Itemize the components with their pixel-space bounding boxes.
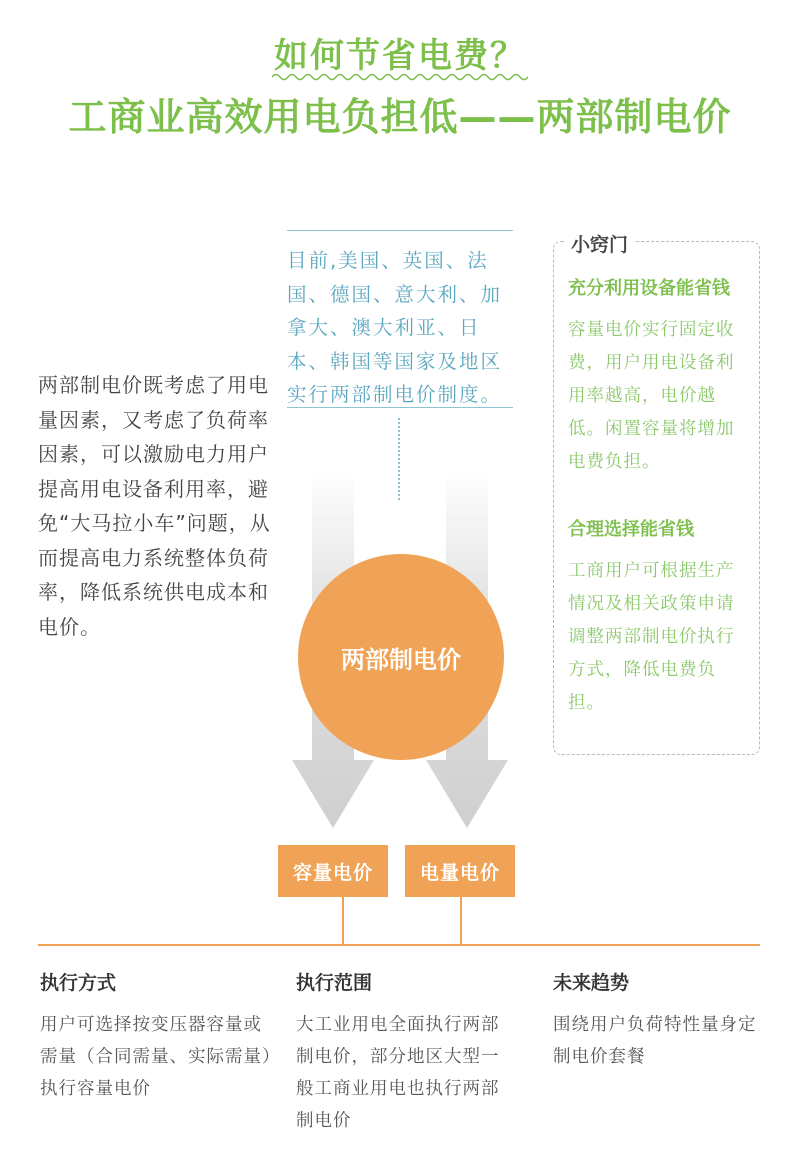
countries-text: 目前,美国、英国、法国、德国、意大利、加拿大、澳大利亚、日本、韩国等国家及地区实行两部制电价制度。 (287, 249, 503, 406)
page-subtitle: 工商业高效用电负担低——两部制电价 (68, 95, 732, 139)
column-future-trend (553, 968, 765, 1073)
column-execution-scope (296, 968, 514, 1137)
connector-left (342, 897, 344, 944)
tip-body: 工商用户可根据生产情况及相关政策申请调整两部制电价执行方式，降低电费负担。 (568, 561, 735, 713)
tip-heading: 充分利用设备能省钱 (568, 278, 730, 299)
tip-item (568, 515, 748, 720)
column-title: 执行方式 (40, 972, 117, 994)
capacity-price-box (278, 845, 388, 897)
column-body: 围绕用户负荷特性量身定制电价套餐 (553, 1015, 757, 1067)
tip-heading: 合理选择能省钱 (568, 519, 694, 540)
energy-price-box (405, 845, 515, 897)
tips-title: 小窍门 (565, 230, 634, 257)
column-body: 大工业用电全面执行两部制电价，部分地区大型一般工商业用电也执行两部制电价 (296, 1015, 500, 1131)
column-execution-method (40, 968, 272, 1105)
page-title: 如何节省电费？ (274, 36, 526, 76)
two-part-price-circle (298, 554, 504, 760)
tip-item (568, 274, 748, 479)
countries-top-rule (287, 230, 513, 231)
countries-bottom-rule (287, 407, 513, 408)
energy-price-label: 电量电价 (419, 861, 500, 884)
column-body: 用户可选择按变压器容量或需量（合同需量、实际需量）执行容量电价 (40, 1015, 272, 1099)
column-title: 执行范围 (296, 972, 373, 994)
tip-body: 容量电价实行固定收费，用户用电设备利用率越高，电价越低。闲置容量将增加电费负担。 (568, 320, 735, 472)
baseline-rule (38, 944, 760, 946)
connector-right (460, 897, 462, 944)
capacity-price-label: 容量电价 (292, 861, 373, 884)
intro-text: 两部制电价既考虑了用电量因素，又考虑了负荷率因素，可以激励电力用户提高用电设备利用率，避免“大马拉小车”问题，从而提高电力系统整体负荷率，降低系统供电成本和电价。 (38, 373, 271, 639)
wave-divider (272, 72, 528, 82)
column-title: 未来趋势 (553, 972, 630, 994)
circle-label: 两部制电价 (341, 645, 461, 674)
